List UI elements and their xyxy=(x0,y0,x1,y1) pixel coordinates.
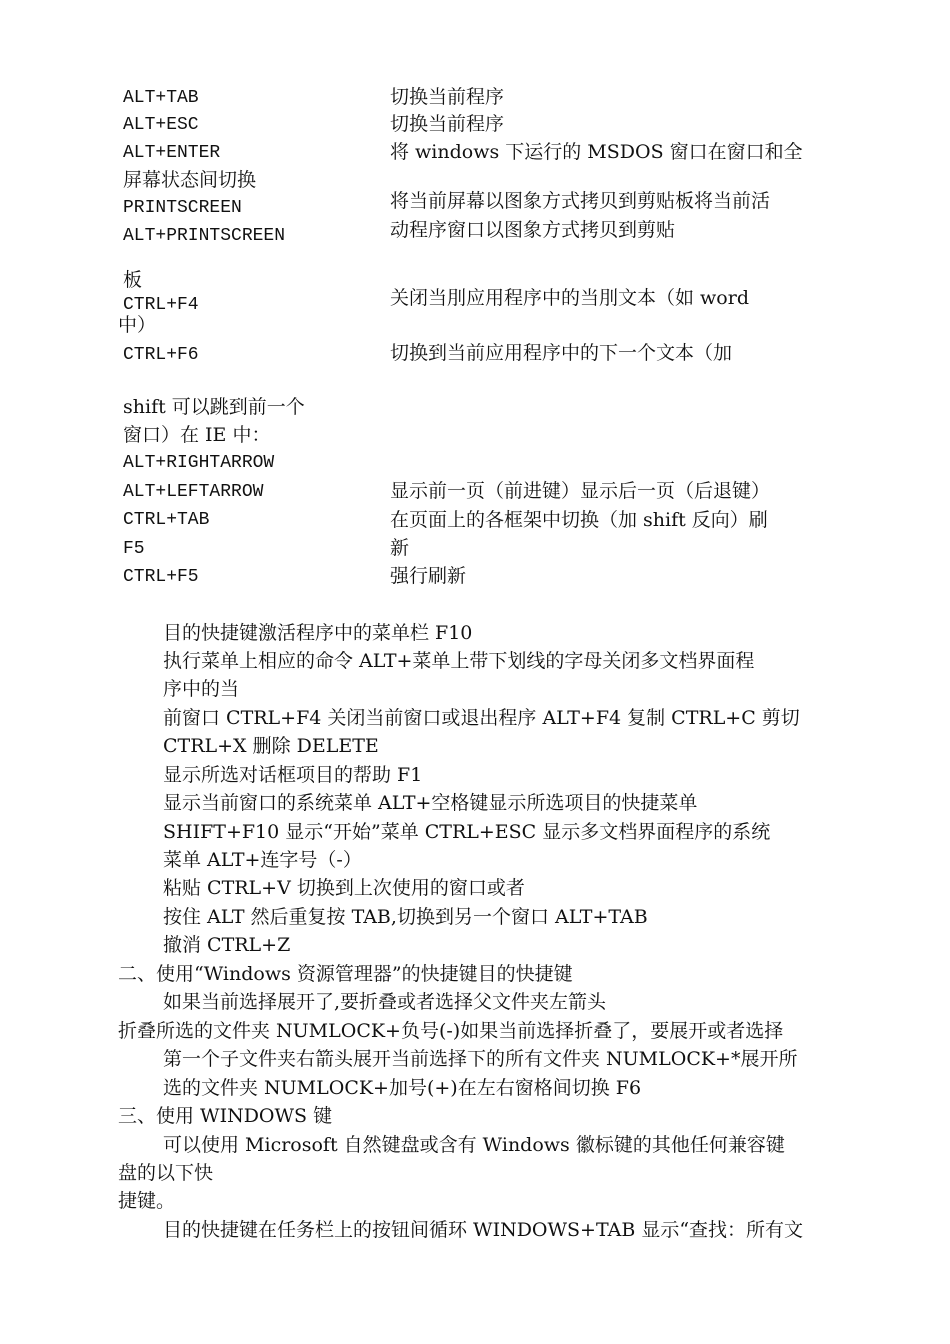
body-line: 显示所选对话框项目的帮助 F1 xyxy=(163,764,423,786)
shortcut-desc: 切换到当前应用程序中的下一个文本（加 xyxy=(390,342,733,364)
shortcut-key: ALT+LEFTARROW xyxy=(123,482,264,502)
body-line: 执行菜单上相应的命令 ALT+菜单上带下划线的字母关闭多文档界面程 xyxy=(163,650,755,672)
shortcut-key: CTRL+TAB xyxy=(123,510,210,530)
body-line: 选的文件夹 NUMLOCK+加号(+)在左右窗格间切换 F6 xyxy=(163,1077,642,1099)
shortcut-desc: 将当前屏幕以图象方式拷贝到剪贴板将当前活 xyxy=(390,190,771,212)
shortcut-key: 板 xyxy=(123,269,143,291)
shortcut-key: PRINTSCREEN xyxy=(123,198,242,218)
shortcut-key: shift 可以跳到前一个 xyxy=(123,396,305,418)
shortcut-desc: 强行刷新 xyxy=(390,565,467,587)
shortcut-key: 中） xyxy=(118,314,157,336)
shortcut-key: ALT+RIGHTARROW xyxy=(123,453,275,473)
body-line: CTRL+X 删除 DELETE xyxy=(163,735,379,757)
body-line: 序中的当 xyxy=(163,678,240,700)
section-heading: 三、使用 WINDOWS 键 xyxy=(118,1105,333,1127)
body-line: 捷键。 xyxy=(118,1190,176,1212)
body-line: 前窗口 CTRL+F4 关闭当前窗口或退出程序 ALT+F4 复制 CTRL+C 剪切 xyxy=(163,707,800,729)
shortcut-key: F5 xyxy=(123,539,145,559)
shortcut-key: ALT+PRINTSCREEN xyxy=(123,226,286,246)
body-line: 如果当前选择展开了,要折叠或者选择父文件夹左箭头 xyxy=(163,991,607,1013)
body-line: SHIFT+F10 显示“开始”菜单 CTRL+ESC 显示多文档界面程序的系统 xyxy=(163,821,771,843)
body-line: 按住 ALT 然后重复按 TAB,切换到另一个窗口 ALT+TAB xyxy=(163,906,648,928)
body-line: 撤消 CTRL+Z xyxy=(163,934,291,956)
shortcut-key: ALT+ENTER xyxy=(123,143,221,163)
shortcut-desc: 切换当前程序 xyxy=(390,86,505,108)
shortcut-key: CTRL+F4 xyxy=(123,295,199,315)
body-line: 菜单 ALT+连字号（-） xyxy=(163,849,362,871)
shortcut-desc: 将 windows 下运行的 MSDOS 窗口在窗口和全 xyxy=(390,141,803,163)
body-line: 显示当前窗口的系统菜单 ALT+空格键显示所选项目的快捷菜单 xyxy=(163,792,698,814)
shortcut-key: ALT+TAB xyxy=(123,88,199,108)
shortcut-desc: 显示前一页（前进键）显示后一页（后退键） xyxy=(390,480,771,502)
shortcut-key: ALT+ESC xyxy=(123,115,199,135)
shortcut-desc: 动程序窗口以图象方式拷贝到剪贴 xyxy=(390,219,676,241)
section-heading: 二、使用“Windows 资源管理器”的快捷键目的快捷键 xyxy=(118,963,573,985)
shortcut-key: CTRL+F6 xyxy=(123,345,199,365)
body-line: 目的快捷键在任务栏上的按钮间循环 WINDOWS+TAB 显示“查找：所有文 xyxy=(163,1219,804,1241)
shortcut-key: CTRL+F5 xyxy=(123,567,199,587)
body-line: 折叠所选的文件夹 NUMLOCK+负号(-)如果当前选择折叠了，要展开或者选择 xyxy=(118,1020,784,1042)
body-line: 盘的以下快 xyxy=(118,1162,214,1184)
shortcut-desc: 切换当前程序 xyxy=(390,113,505,135)
shortcut-desc: 在页面上的各框架中切换（加 shift 反向）刷 xyxy=(390,509,768,531)
body-line: 第一个子文件夹右箭头展开当前选择下的所有文件夹 NUMLOCK+*展开所 xyxy=(163,1048,798,1070)
body-line: 可以使用 Microsoft 自然键盘或含有 Windows 徽标键的其他任何兼容键 xyxy=(163,1134,785,1156)
body-line: 目的快捷键激活程序中的菜单栏 F10 xyxy=(163,622,473,644)
shortcut-key: 窗口）在 IE 中： xyxy=(123,424,271,446)
body-line: 粘贴 CTRL+V 切换到上次使用的窗口或者 xyxy=(163,877,525,899)
shortcut-key: 屏幕状态间切换 xyxy=(123,169,257,191)
shortcut-desc: 新 xyxy=(390,537,410,559)
shortcut-desc: 关闭当刖应用程序中的当刖文本（如 word xyxy=(390,287,749,309)
